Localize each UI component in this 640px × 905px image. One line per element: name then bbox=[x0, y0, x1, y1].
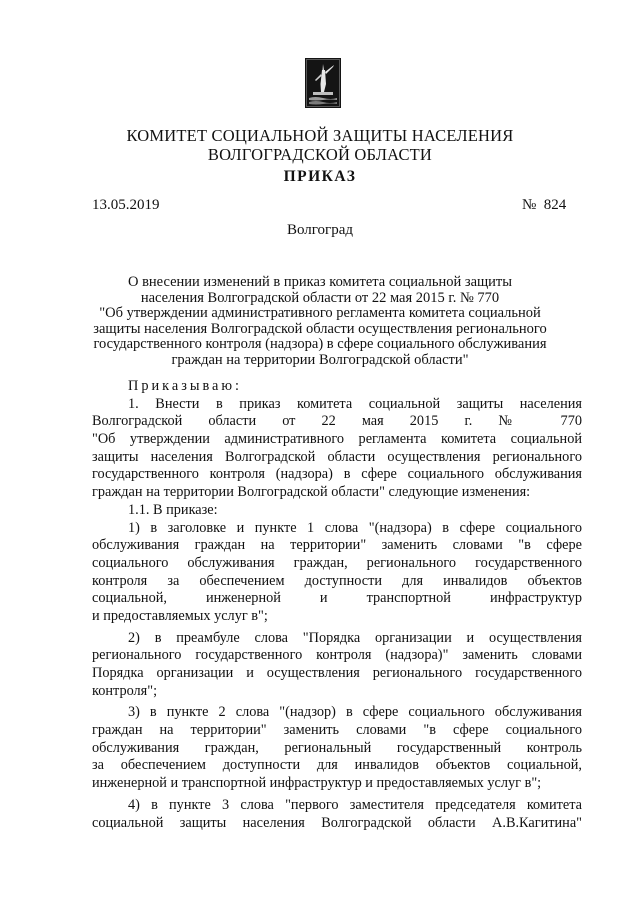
item-1-line: социального обслуживания граждан, регионального государственного bbox=[92, 554, 582, 571]
subparagraph-1-1: 1.1. В приказе: bbox=[128, 501, 218, 518]
item-1-line: социальной, инженерной и транспортной инфраструктур bbox=[92, 590, 582, 607]
document-number: № 824 bbox=[522, 197, 567, 213]
paragraph-1-line: "Об утверждении административного регламента комитета социальной bbox=[92, 431, 582, 448]
item-4-line: 4) в пункте 3 слова "первого заместителя председателя комитета bbox=[128, 796, 582, 813]
item-2-line: регионального государственного контроля (надзора)" заменить словами bbox=[92, 647, 582, 664]
paragraph-1-line: граждан на территории Волгоградской области" следующие изменения: bbox=[92, 484, 531, 501]
item-3-line: обслуживания граждан, региональный государственный контроль bbox=[92, 739, 582, 756]
item-1-line: обслуживания граждан на территории" заменить словами "в сфере bbox=[92, 537, 582, 554]
volgograd-coat-of-arms-icon bbox=[305, 58, 341, 108]
subject-line: государственного контроля (надзора) в сфере социального обслуживания bbox=[93, 336, 547, 352]
item-1-line: контроля за обеспечением доступности для инвалидов объектов bbox=[92, 572, 582, 589]
paragraph-1-line: 1. Внести в приказ комитета социальной защиты населения bbox=[128, 395, 582, 412]
item-1-line: 1) в заголовке и пункте 1 слова "(надзора) в сфере социального bbox=[128, 519, 582, 536]
paragraph-1-line: Волгоградской области от 22 мая 2015 г. № 770 bbox=[92, 413, 582, 430]
subject-line: защиты населения Волгоградской области осуществления регионального bbox=[93, 320, 547, 337]
document-date: 13.05.2019 bbox=[92, 197, 160, 213]
organization-name-line2: ВОЛГОГРАДСКОЙ ОБЛАСТИ bbox=[207, 145, 433, 164]
item-3-line: за обеспечением доступности для инвалидов объектов социальной, bbox=[92, 757, 582, 774]
document-body bbox=[92, 378, 582, 832]
document-subject bbox=[0, 275, 640, 368]
item-4-line: социальной защиты населения Волгоградской области А.В.Кагитина" bbox=[92, 814, 582, 831]
item-3-line: 3) в пункте 2 слова "(надзор) в сфере социального обслуживания bbox=[128, 704, 582, 721]
organization-name-line1: КОМИТЕТ СОЦИАЛЬНОЙ ЗАЩИТЫ НАСЕЛЕНИЯ bbox=[126, 126, 514, 145]
item-3-line: инженерной и транспортной инфраструктур и предоставляемых услуг в"; bbox=[92, 775, 542, 792]
subject-line: О внесении изменений в приказ комитета социальной защиты bbox=[127, 274, 513, 290]
item-3-line: граждан на территории" заменить словами "в сфере социального bbox=[92, 722, 582, 739]
subject-line: "Об утверждении административного регламента комитета социальной bbox=[99, 305, 541, 321]
item-2-line: контроля"; bbox=[92, 682, 158, 699]
document-city: Волгоград bbox=[286, 222, 353, 238]
item-2-line: 2) в преамбуле слова "Порядка организации и осуществления bbox=[128, 629, 582, 646]
paragraph-1-line: государственного контроля (надзора) в сфере социального обслуживания bbox=[92, 466, 582, 483]
order-directive: Приказываю: bbox=[128, 378, 243, 394]
subject-line: населения Волгоградской области от 22 мая 2015 г. № 770 bbox=[140, 289, 500, 306]
document-type-title: ПРИКАЗ bbox=[283, 168, 357, 185]
organization-name bbox=[0, 126, 640, 164]
subject-line: граждан на территории Волгоградской области" bbox=[171, 351, 469, 368]
item-2-line: Порядка организации и осуществления регионального государственного bbox=[92, 665, 582, 681]
paragraph-1-line: защиты населения Волгоградской области осуществления регионального bbox=[92, 448, 582, 465]
item-1-line: и предоставляемых услуг в"; bbox=[92, 607, 268, 624]
